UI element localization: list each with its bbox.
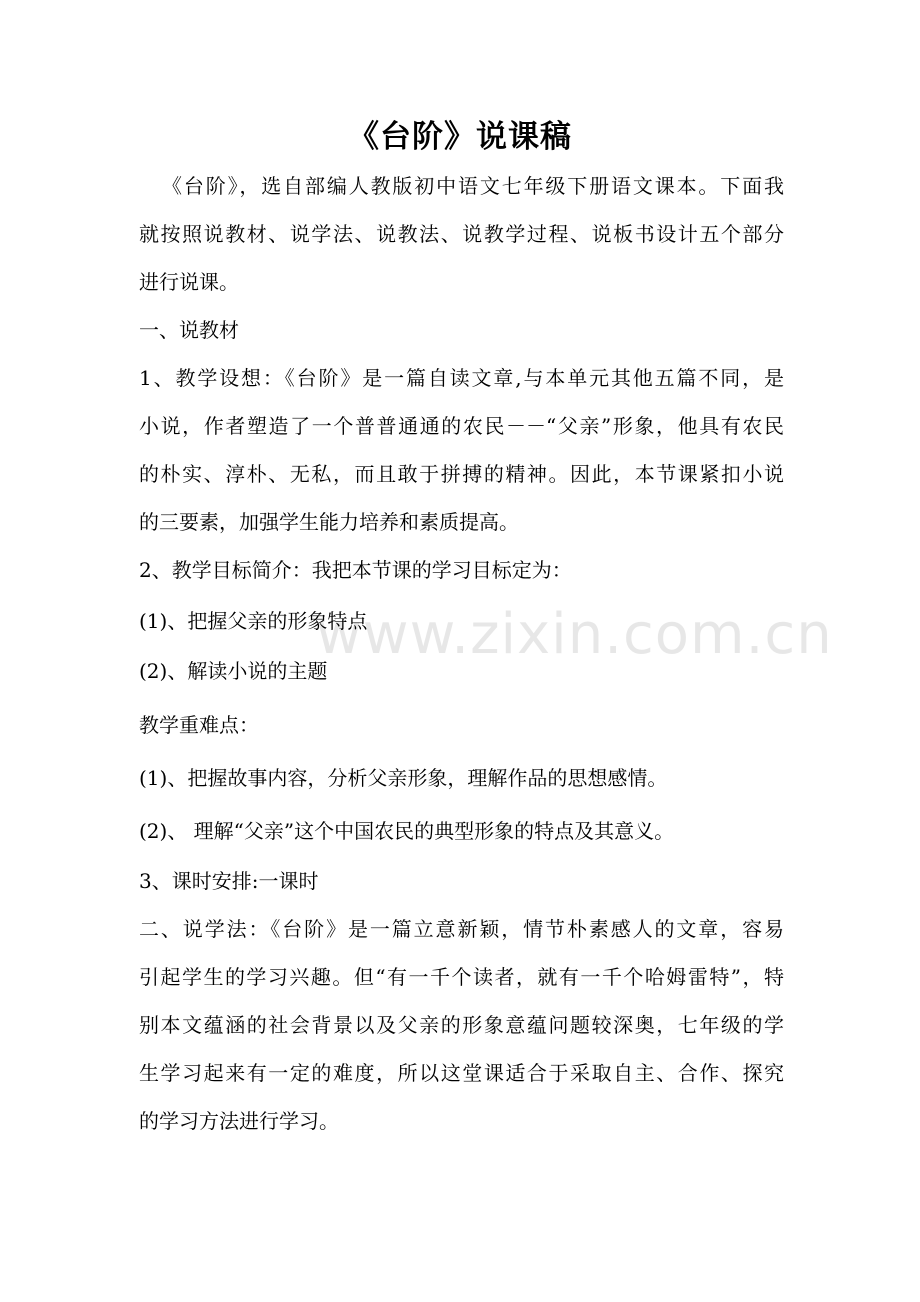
paragraph-line: 的三要素，加强学生能力培养和素质提高。 [139,510,519,534]
list-item: (2)、解读小说的主题 [139,659,328,683]
watermark: www.zixin.com.cn [316,602,833,667]
paragraph-line: 《台阶》，选自部编人教版初中语文七年级下册语文课本。下面我 [162,174,784,198]
document-title: 《台阶》说课稿 [348,119,572,155]
list-item: (1)、把握父亲的形象特点 [139,609,368,633]
subheading: 教学重难点： [139,713,259,737]
paragraph-line: 别本文蕴涵的社会背景以及父亲的形象意蕴问题较深奥，七年级的学 [139,1013,784,1037]
paragraph-line: 小说，作者塑造了一个普普通通的农民－－“父亲”形象，他具有农民 [139,414,784,438]
paragraph-line: 的朴实、淳朴、无私，而且敢于拼搏的精神。因此，本节课紧扣小说 [139,462,784,486]
paragraph-line: 2、教学目标简介：我把本节课的学习目标定为： [139,558,572,582]
list-item: (1)、把握故事内容，分析父亲形象，理解作品的思想感情。 [139,766,668,790]
paragraph-line: 3、课时安排:一课时 [139,869,319,893]
paragraph-line: 引起学生的学习兴趣。但“有一千个读者，就有一千个哈姆雷特”，特 [139,965,784,989]
paragraph-line: 生学习起来有一定的难度，所以这堂课适合于采取自主、合作、探究 [139,1061,784,1085]
paragraph-line: 就按照说教材、说学法、说教法、说教学过程、说板书设计五个部分 [139,222,784,246]
paragraph-line: 1、教学设想：《台阶》是一篇自读文章,与本单元其他五篇不同，是 [139,366,784,390]
paragraph-line: 二、说学法：《台阶》是一篇立意新颖，情节朴素感人的文章，容易 [139,917,784,941]
list-item: (2)、 理解“父亲”这个中国农民的典型形象的特点及其意义。 [139,819,675,843]
paragraph-line: 的学习方法进行学习。 [139,1109,339,1133]
section-heading: 一、说教材 [139,318,239,342]
paragraph-line: 进行说课。 [139,270,239,294]
